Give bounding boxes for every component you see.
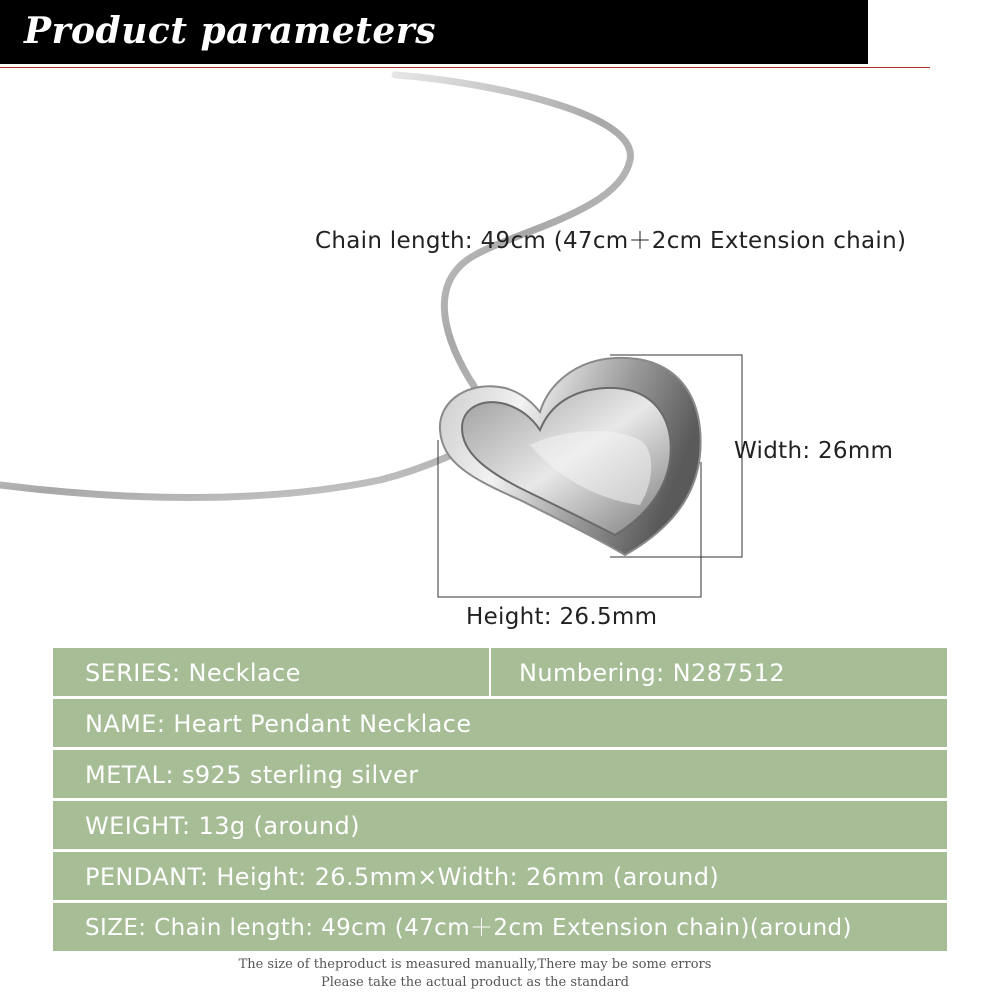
pendant-cell: PENDANT: Height: 26.5mm×Width: 26mm (around): [85, 863, 720, 891]
page-title: Product parameters: [24, 10, 437, 52]
table-row-weight: [53, 801, 947, 849]
height-label: Height: 26.5mm: [466, 604, 658, 630]
footnote-line-2: Please take the actual product as the standard: [321, 975, 629, 990]
metal-cell: METAL: s925 sterling silver: [85, 761, 419, 789]
footnote-line-1: The size of theproduct is measured manually,There may be some errors: [238, 957, 712, 972]
weight-cell: WEIGHT: 13g (around): [85, 812, 360, 840]
table-row-pendant: [53, 852, 947, 900]
numbering-cell: Numbering: N287512: [519, 659, 786, 687]
cell-divider: [489, 648, 491, 696]
table-row-metal: [53, 750, 947, 798]
parameters-table: [53, 648, 947, 954]
series-cell: SERIES: Necklace: [85, 659, 301, 687]
chain-length-label: Chain length: 49cm (47cm＋2cm Extension chain): [315, 228, 907, 254]
width-label: Width: 26mm: [734, 438, 894, 464]
size-cell: SIZE: Chain length: 49cm (47cm＋2cm Extension chain)(around): [85, 915, 852, 941]
heart-pendant: [440, 358, 701, 555]
table-row-series: [53, 648, 947, 696]
name-cell: NAME: Heart Pendant Necklace: [85, 710, 472, 738]
table-row-size: [53, 903, 947, 951]
table-row-name: [53, 699, 947, 747]
